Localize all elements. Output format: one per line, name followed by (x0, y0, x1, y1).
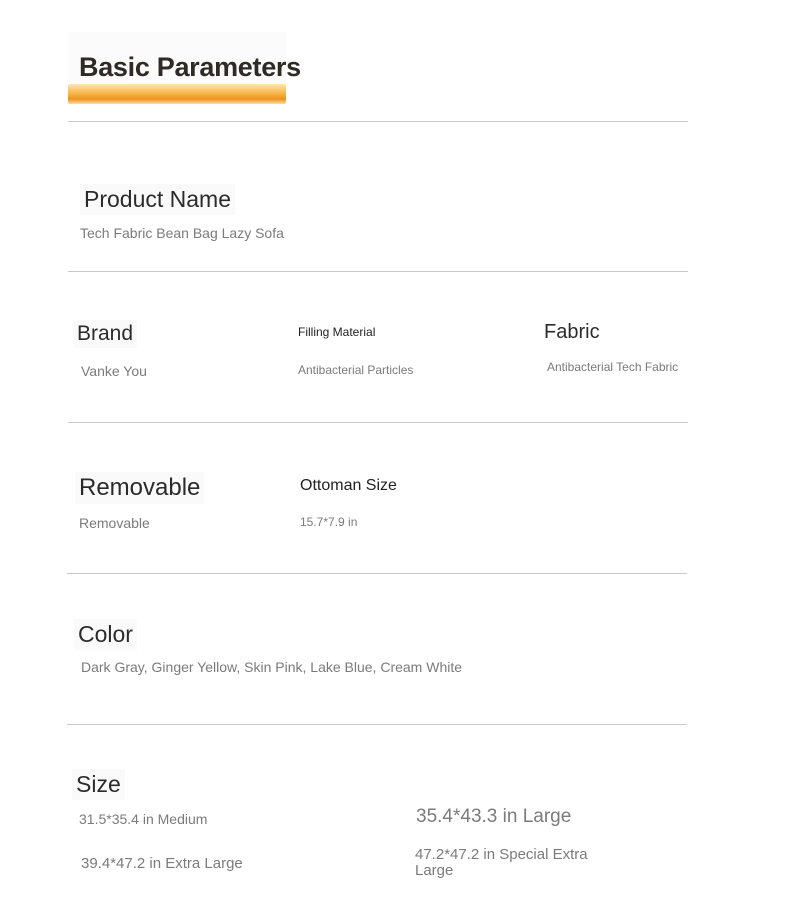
removable-value: Removable (79, 515, 150, 531)
brand-label: Brand (73, 320, 137, 348)
divider (68, 121, 688, 122)
size-option: 39.4*47.2 in Extra Large (81, 855, 243, 872)
divider (68, 422, 688, 423)
ottoman-size-label: Ottoman Size (300, 477, 397, 494)
section-title: Basic Parameters (79, 52, 301, 82)
brand-value: Vanke You (81, 363, 147, 379)
fabric-label: Fabric (544, 321, 600, 343)
color-value: Dark Gray, Ginger Yellow, Skin Pink, Lake Blue, Cream White (81, 659, 463, 675)
filling-material-label: Filling Material (298, 325, 376, 339)
divider (67, 573, 687, 574)
fabric-value: Antibacterial Tech Fabric (547, 360, 679, 374)
color-label: Color (74, 619, 137, 650)
size-option: 47.2*47.2 in Special Extra Large (415, 846, 588, 879)
divider (68, 271, 688, 272)
size-label: Size (72, 769, 125, 800)
divider (67, 724, 687, 725)
removable-label: Removable (75, 472, 204, 504)
title-underline-accent (68, 84, 286, 104)
size-option: 31.5*35.4 in Medium (79, 811, 208, 827)
ottoman-size-value: 15.7*7.9 in (300, 515, 358, 529)
product-name-value: Tech Fabric Bean Bag Lazy Sofa (80, 225, 284, 241)
filling-material-value: Antibacterial Particles (298, 363, 414, 377)
product-name-label: Product Name (80, 184, 235, 215)
size-option: 35.4*43.3 in Large (416, 806, 572, 827)
